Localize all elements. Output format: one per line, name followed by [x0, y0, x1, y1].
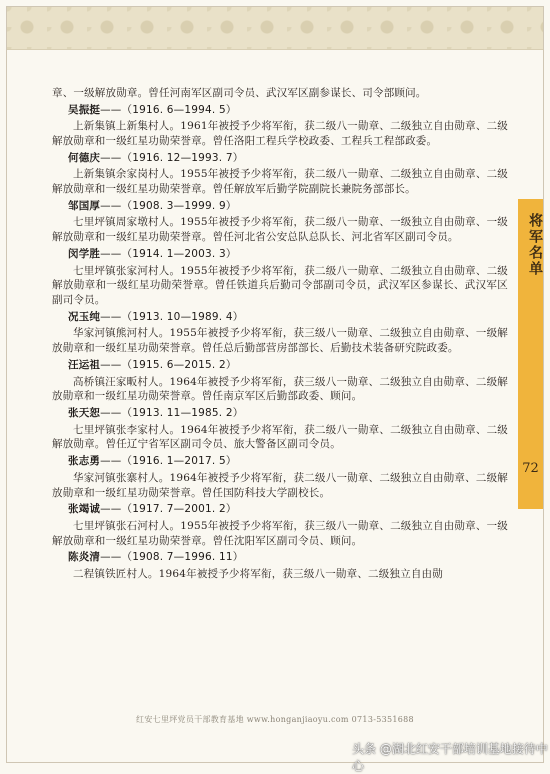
general-entry [52, 310, 508, 356]
biography: 华家河镇张寨村人。1964年被授予少将军衔，获二级八一勋章、二级独立自由勋章、二级解放勋章和一级红星功勋荣誉章。曾任国防科技大学副校长。 [52, 471, 508, 499]
person-name: 张天恕 [68, 407, 101, 420]
life-dates: ——（1916. 6—1994. 5） [100, 103, 237, 116]
life-dates: ——（1914. 1—2003. 3） [100, 248, 237, 261]
decorative-banner [7, 7, 543, 50]
biography: 上新集镇余家岗村人。1955年被授予少将军衔，获二级八一勋章、二级独立自由勋章、二级解放勋章和一级红星功勋荣誉章。曾任解放军后勤学院副院长兼院务部部长。 [52, 168, 508, 196]
name-row [68, 310, 508, 326]
general-entry [52, 406, 508, 452]
name-row [68, 550, 508, 566]
name-row [68, 151, 508, 167]
chapter-title: 将军名单 [527, 213, 543, 277]
person-name: 吴振挺 [68, 103, 101, 116]
general-entry [52, 358, 508, 404]
biography: 七里坪镇张石河村人。1955年被授予少将军衔，获三级八一勋章、二级独立自由勋章、一级解放勋章和一级红星功勋荣誉章。曾任沈阳军区副司令员、顾问。 [52, 519, 508, 547]
biography: 高桥镇汪家畈村人。1964年被授予少将军衔，获三级八一勋章、二级独立自由勋章、二级解放勋章和一级红星功勋荣誉章。曾任南京军区后勤部政委、顾问。 [52, 375, 508, 403]
continued-paragraph: 章、一级解放勋章。曾任河南军区副司令员、武汉军区副参谋长、司令部顾问。 [52, 87, 427, 99]
general-entry [52, 151, 508, 197]
name-row [68, 247, 508, 263]
life-dates: ——（1916. 1—2017. 5） [100, 455, 237, 468]
life-dates: ——（1908. 7—1996. 11） [100, 551, 244, 564]
biography: 七里坪镇周家墩村人。1955年被授予少将军衔，获二级八一勋章、一级独立自由勋章、一级解放勋章和一级红星功勋荣誉章。曾任河北省公安总队总队长、河北省军区副司令员。 [52, 216, 508, 244]
page-content [52, 86, 508, 584]
life-dates: ——（1908. 3—1999. 9） [100, 199, 237, 212]
person-name: 闵学胜 [68, 248, 101, 261]
biography: 二程镇铁匠村人。1964年被授予少将军衔，获三级八一勋章、二级独立自由勋 [73, 567, 443, 580]
page-number: 72 [522, 461, 539, 476]
general-entry [52, 502, 508, 548]
source-watermark: 头条 @湖北红安干部培训基地接待中心 [352, 742, 548, 773]
name-row [68, 502, 508, 518]
life-dates: ——（1915. 6—2015. 2） [100, 359, 237, 372]
general-entry [52, 454, 508, 500]
life-dates: ——（1913. 11—1985. 2） [100, 407, 244, 420]
name-row [68, 454, 508, 470]
biography: 七里坪镇张家河村人。1955年被授予少将军衔，获二级八一勋章、二级独立自由勋章、二级解放勋章和一级红星功勋荣誉章。曾任铁道兵后勤司令部副司令员，武汉军区参谋长、武汉军区副司令员。 [52, 264, 508, 307]
general-entry [52, 247, 508, 308]
name-row [68, 406, 508, 422]
general-entry [52, 550, 508, 581]
page-footer: 红安七里坪党员干部教育基地 www.honganjiaoyu.com 0713-5351688 [136, 715, 414, 724]
life-dates: ——（1916. 12—1993. 7） [100, 151, 244, 164]
biography: 七里坪镇张李家村人。1964年被授予少将军衔，获二级八一勋章、二级独立自由勋章、二级解放勋章。曾任辽宁省军区副司令员、旅大警备区副司令员。 [52, 423, 508, 451]
biography: 华家河镇熊河村人。1955年被授予少将军衔，获三级八一勋章、二级独立自由勋章、一级解放勋章和一级红星功勋荣誉章。曾任总后勤部营房部部长、后勤技术装备研究院政委。 [52, 327, 508, 355]
person-name: 陈炎清 [68, 551, 101, 564]
general-entry [52, 199, 508, 245]
name-row [68, 199, 508, 215]
person-name: 邹国厚 [68, 199, 101, 212]
life-dates: ——（1917. 7—2001. 2） [100, 503, 237, 516]
name-row [68, 103, 508, 119]
chapter-tab [518, 199, 543, 509]
person-name: 汪运祖 [68, 359, 101, 372]
name-row [68, 358, 508, 374]
person-name: 况玉纯 [68, 310, 101, 323]
biography: 上新集镇上新集村人。1961年被授予少将军衔，获二级八一勋章、二级独立自由勋章、二级解放勋章和一级红星功勋荣誉章。曾任洛阳工程兵学校政委、工程兵工程部政委。 [52, 120, 508, 148]
life-dates: ——（1913. 10—1989. 4） [100, 310, 244, 323]
general-entry [52, 103, 508, 149]
person-name: 张志勇 [68, 455, 101, 468]
person-name: 张竭诚 [68, 503, 101, 516]
person-name: 何德庆 [68, 151, 101, 164]
